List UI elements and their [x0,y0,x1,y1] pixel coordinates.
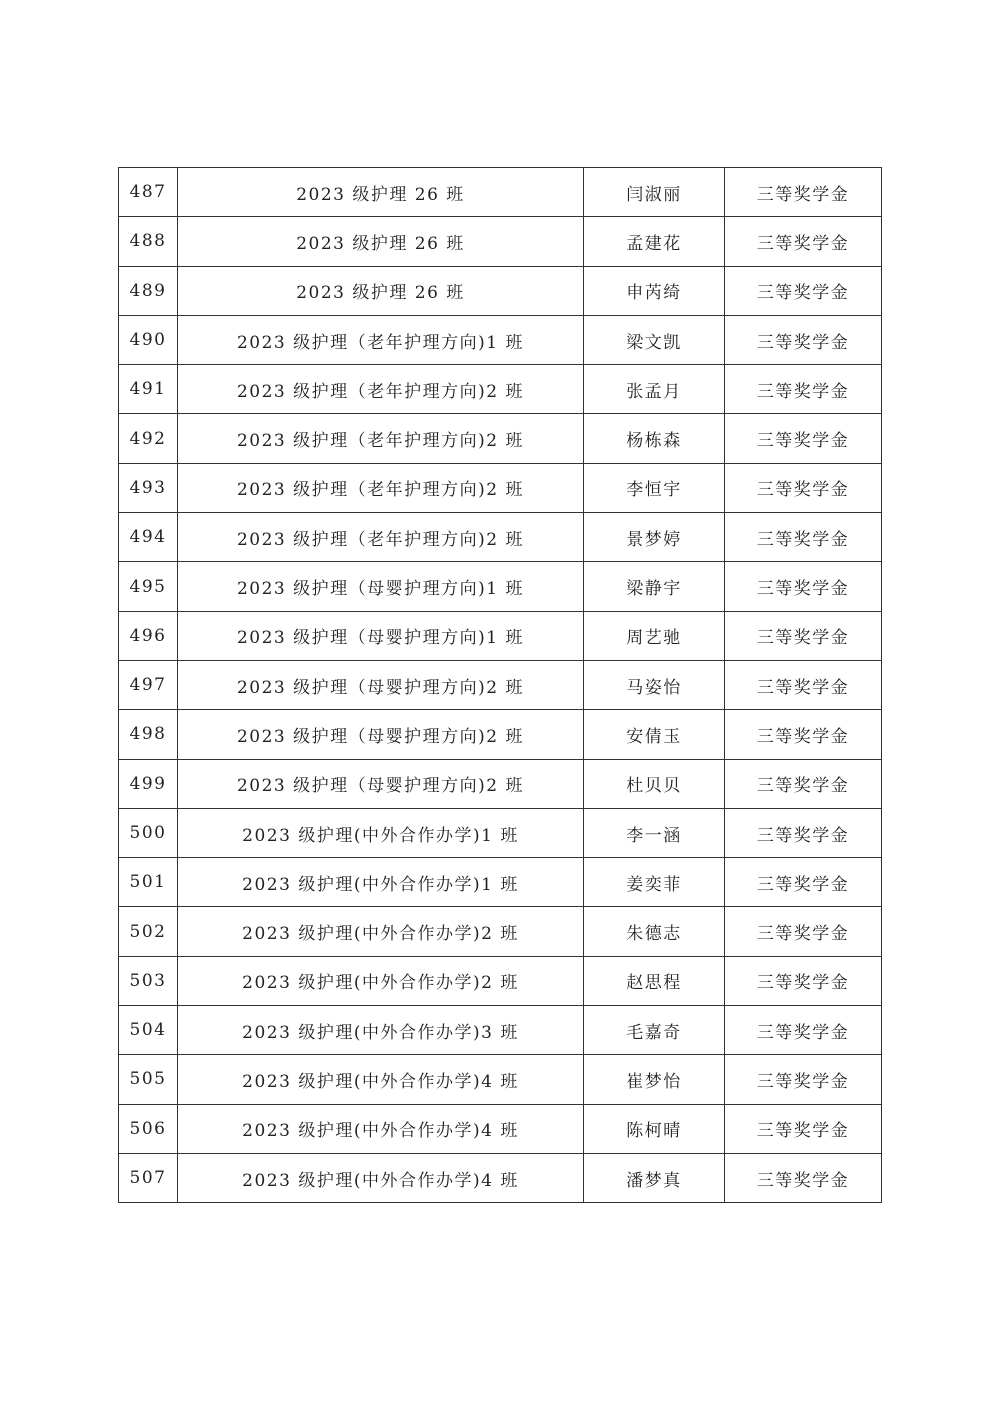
class-name-cell: 2023 级护理 26 班 [178,168,584,217]
award-level-cell: 三等奖学金 [725,759,882,808]
award-level-cell: 三等奖学金 [725,562,882,611]
class-name-cell: 2023 级护理(中外合作办学)4 班 [178,1153,584,1202]
class-name-cell: 2023 级护理（老年护理方向)1 班 [178,315,584,364]
row-number-cell: 504 [119,1006,178,1055]
row-number-cell: 492 [119,414,178,463]
award-level-cell: 三等奖学金 [725,1055,882,1104]
row-number-cell: 496 [119,611,178,660]
award-level-cell: 三等奖学金 [725,217,882,266]
scholarship-table [118,167,882,1203]
table-row [119,858,882,907]
award-level-cell: 三等奖学金 [725,956,882,1005]
student-name-cell: 梁静宇 [584,562,725,611]
table-row [119,365,882,414]
table-row [119,168,882,217]
student-name-cell: 张孟月 [584,365,725,414]
row-number-cell: 501 [119,858,178,907]
award-level-cell: 三等奖学金 [725,1006,882,1055]
award-level-cell: 三等奖学金 [725,463,882,512]
student-name-cell: 朱德志 [584,907,725,956]
class-name-cell: 2023 级护理(中外合作办学)4 班 [178,1055,584,1104]
class-name-cell: 2023 级护理（母婴护理方向)1 班 [178,562,584,611]
class-name-cell: 2023 级护理（老年护理方向)2 班 [178,365,584,414]
student-name-cell: 潘梦真 [584,1153,725,1202]
student-name-cell: 姜奕菲 [584,858,725,907]
award-level-cell: 三等奖学金 [725,365,882,414]
award-level-cell: 三等奖学金 [725,710,882,759]
student-name-cell: 杨栋森 [584,414,725,463]
student-name-cell: 景梦婷 [584,513,725,562]
class-name-cell: 2023 级护理(中外合作办学)2 班 [178,956,584,1005]
table-row [119,562,882,611]
award-level-cell: 三等奖学金 [725,660,882,709]
table-row [119,956,882,1005]
award-level-cell: 三等奖学金 [725,858,882,907]
class-name-cell: 2023 级护理(中外合作办学)1 班 [178,808,584,857]
student-name-cell: 李一涵 [584,808,725,857]
table-row [119,710,882,759]
award-level-cell: 三等奖学金 [725,907,882,956]
row-number-cell: 494 [119,513,178,562]
student-name-cell: 李恒宇 [584,463,725,512]
class-name-cell: 2023 级护理（老年护理方向)2 班 [178,463,584,512]
student-name-cell: 闫淑丽 [584,168,725,217]
table-row [119,1055,882,1104]
student-name-cell: 崔梦怡 [584,1055,725,1104]
student-name-cell: 赵思程 [584,956,725,1005]
row-number-cell: 503 [119,956,178,1005]
row-number-cell: 507 [119,1153,178,1202]
class-name-cell: 2023 级护理(中外合作办学)3 班 [178,1006,584,1055]
class-name-cell: 2023 级护理（母婴护理方向)1 班 [178,611,584,660]
table-row [119,315,882,364]
table-row [119,1153,882,1202]
row-number-cell: 499 [119,759,178,808]
award-level-cell: 三等奖学金 [725,266,882,315]
row-number-cell: 488 [119,217,178,266]
table-row [119,907,882,956]
row-number-cell: 500 [119,808,178,857]
award-level-cell: 三等奖学金 [725,513,882,562]
row-number-cell: 493 [119,463,178,512]
class-name-cell: 2023 级护理（母婴护理方向)2 班 [178,710,584,759]
award-level-cell: 三等奖学金 [725,1104,882,1153]
row-number-cell: 497 [119,660,178,709]
table-row [119,217,882,266]
student-name-cell: 安倩玉 [584,710,725,759]
student-name-cell: 周艺驰 [584,611,725,660]
table-row [119,513,882,562]
row-number-cell: 502 [119,907,178,956]
table-row [119,414,882,463]
row-number-cell: 498 [119,710,178,759]
student-name-cell: 梁文凯 [584,315,725,364]
class-name-cell: 2023 级护理(中外合作办学)4 班 [178,1104,584,1153]
award-level-cell: 三等奖学金 [725,611,882,660]
student-name-cell: 毛嘉奇 [584,1006,725,1055]
class-name-cell: 2023 级护理（母婴护理方向)2 班 [178,660,584,709]
award-level-cell: 三等奖学金 [725,1153,882,1202]
table-row [119,759,882,808]
table-row [119,808,882,857]
student-name-cell: 陈柯晴 [584,1104,725,1153]
class-name-cell: 2023 级护理 26 班 [178,217,584,266]
table-body [119,168,882,1203]
row-number-cell: 491 [119,365,178,414]
table-row [119,266,882,315]
award-level-cell: 三等奖学金 [725,168,882,217]
table-row [119,611,882,660]
row-number-cell: 490 [119,315,178,364]
row-number-cell: 489 [119,266,178,315]
student-name-cell: 杜贝贝 [584,759,725,808]
row-number-cell: 495 [119,562,178,611]
table-row [119,1006,882,1055]
table-row [119,463,882,512]
student-name-cell: 孟建花 [584,217,725,266]
class-name-cell: 2023 级护理（老年护理方向)2 班 [178,513,584,562]
student-name-cell: 申芮绮 [584,266,725,315]
table-row [119,660,882,709]
class-name-cell: 2023 级护理(中外合作办学)2 班 [178,907,584,956]
class-name-cell: 2023 级护理（老年护理方向)2 班 [178,414,584,463]
class-name-cell: 2023 级护理 26 班 [178,266,584,315]
class-name-cell: 2023 级护理（母婴护理方向)2 班 [178,759,584,808]
award-level-cell: 三等奖学金 [725,414,882,463]
award-level-cell: 三等奖学金 [725,315,882,364]
row-number-cell: 487 [119,168,178,217]
table-row [119,1104,882,1153]
student-name-cell: 马姿怡 [584,660,725,709]
row-number-cell: 506 [119,1104,178,1153]
row-number-cell: 505 [119,1055,178,1104]
class-name-cell: 2023 级护理(中外合作办学)1 班 [178,858,584,907]
award-level-cell: 三等奖学金 [725,808,882,857]
